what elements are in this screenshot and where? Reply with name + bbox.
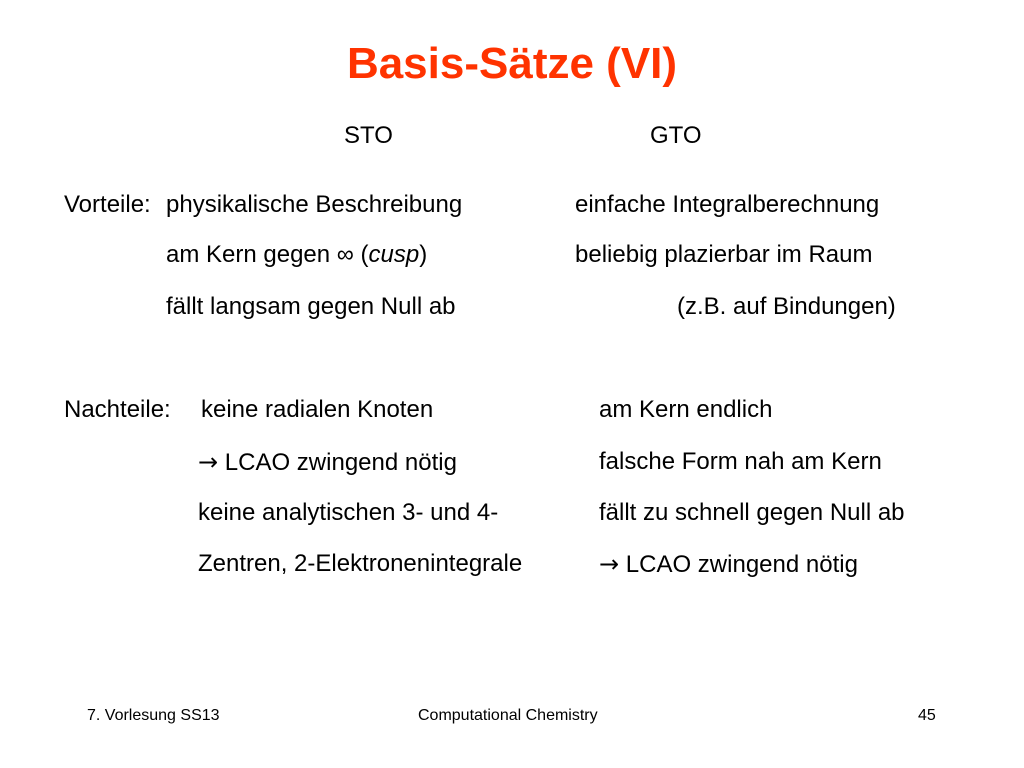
gto-advantage-1: einfache Integralberechnung	[575, 191, 880, 218]
sto-disadvantage-4: Zentren, 2-Elektronenintegrale	[198, 550, 523, 577]
gto-advantage-3: (z.B. auf Bindungen)	[677, 293, 896, 320]
page-number: 45	[918, 707, 936, 724]
footer-course: Computational Chemistry	[418, 707, 598, 724]
sto-disadvantage-2-text: LCAO zwingend nötig	[224, 449, 457, 476]
sto-disadvantage-1: keine radialen Knoten	[201, 396, 434, 423]
sto-advantage-1: physikalische Beschreibung	[166, 191, 463, 218]
sto-advantage-2-suffix: )	[419, 241, 428, 268]
gto-advantage-2: beliebig plazierbar im Raum	[575, 241, 873, 268]
disadvantages-label: Nachteile:	[64, 396, 171, 423]
sto-advantage-2	[166, 243, 427, 267]
gto-disadvantage-1: am Kern endlich	[599, 396, 773, 423]
sto-disadvantage-2	[198, 450, 457, 475]
sto-advantage-3: fällt langsam gegen Null ab	[166, 293, 456, 320]
gto-disadvantage-4-text: LCAO zwingend nötig	[625, 551, 858, 578]
sto-disadvantage-3: keine analytischen 3- und 4-	[198, 499, 499, 526]
gto-disadvantage-2: falsche Form nah am Kern	[599, 448, 882, 475]
sto-advantage-2-prefix: am Kern gegen ∞ (	[166, 241, 369, 268]
column-header-gto: GTO	[650, 122, 702, 149]
slide-title: Basis-Sätze (VI)	[346, 39, 678, 88]
advantages-label: Vorteile:	[64, 191, 151, 218]
column-header-sto: STO	[344, 122, 393, 149]
arrow-icon: →	[198, 448, 219, 476]
gto-disadvantage-3: fällt zu schnell gegen Null ab	[599, 499, 905, 526]
gto-disadvantage-4	[599, 552, 858, 577]
footer-lecture: 7. Vorlesung SS13	[87, 707, 220, 724]
arrow-icon: →	[599, 550, 620, 578]
cusp-term: cusp	[368, 241, 420, 268]
